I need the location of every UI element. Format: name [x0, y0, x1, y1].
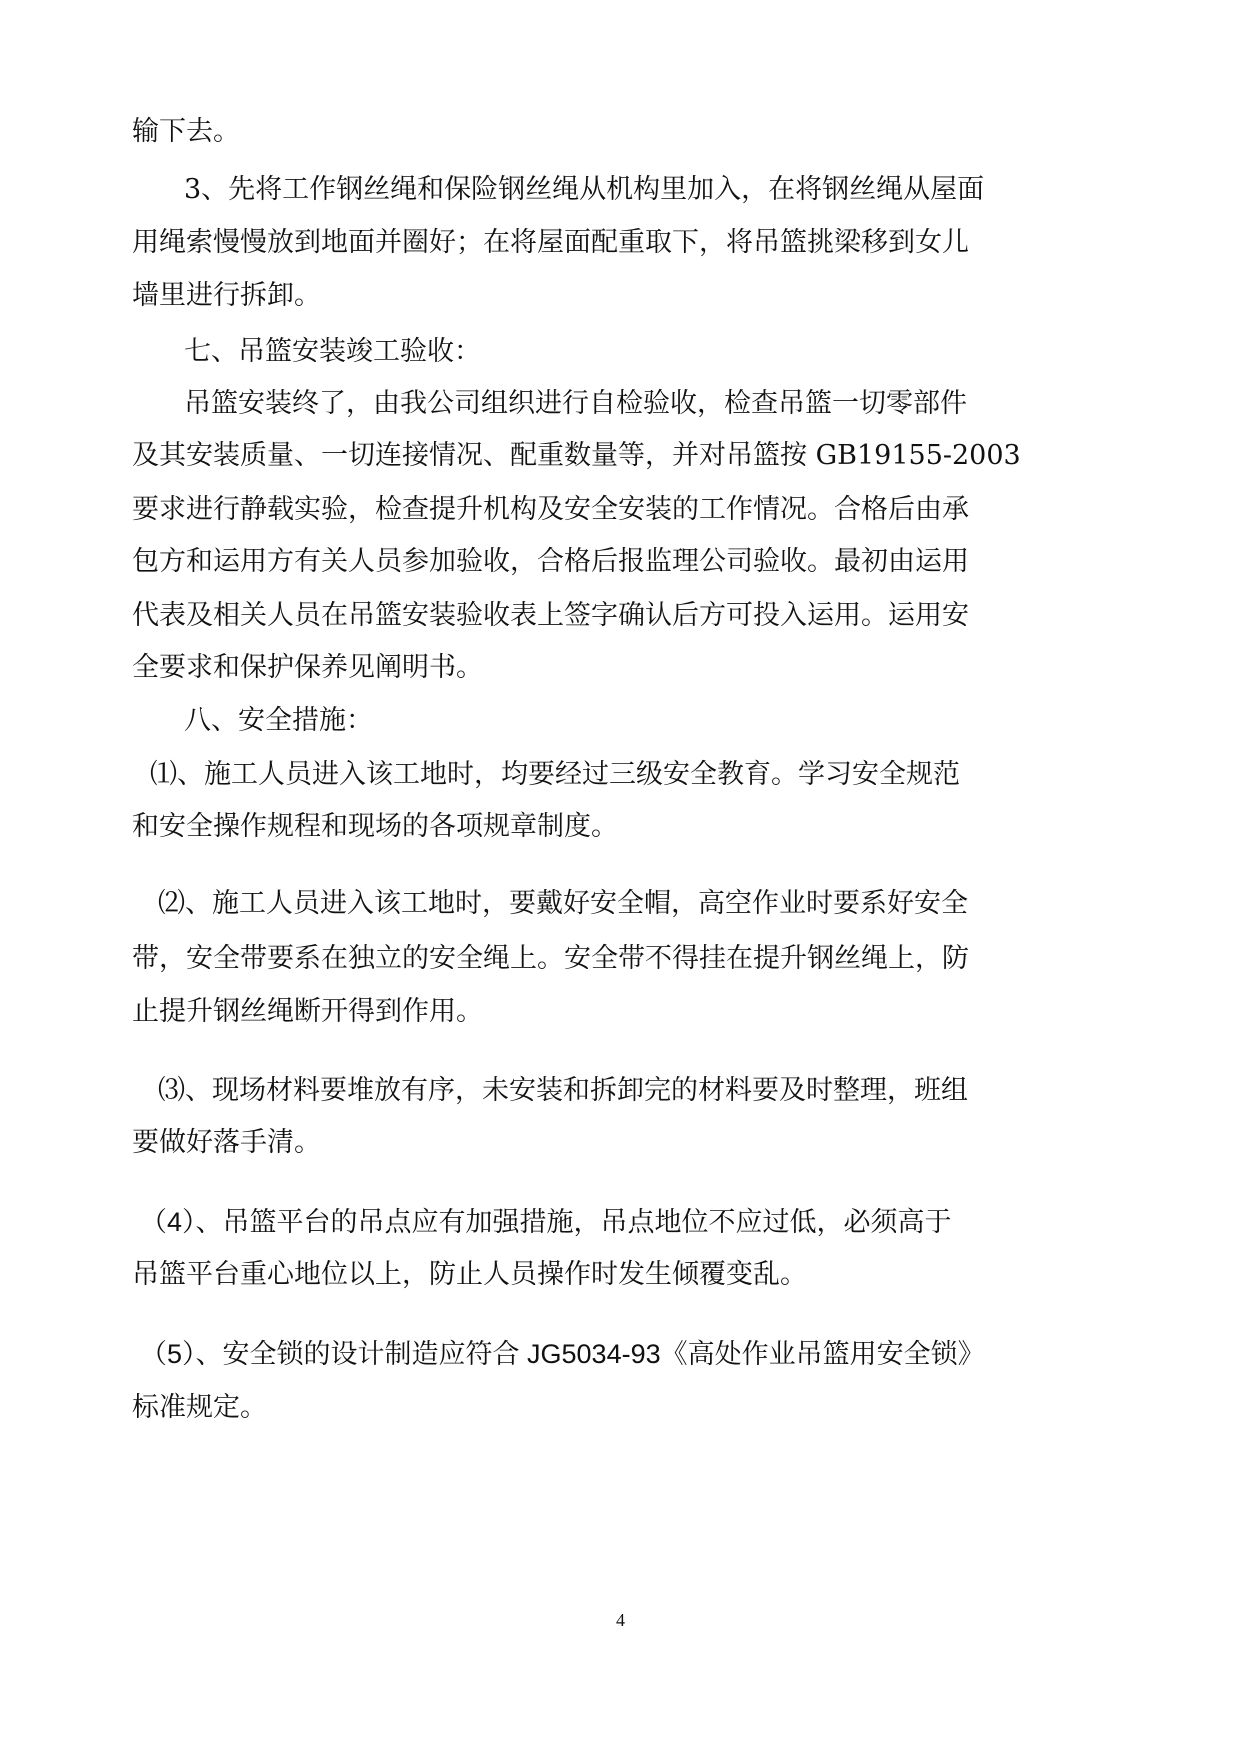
section-heading: 七、吊篮安装竣工验收：	[184, 336, 481, 366]
section-heading: 八、安全措施：	[184, 705, 373, 735]
paragraph-line: 和安全操作规程和现场的各项规章制度。	[132, 811, 618, 842]
list-item-line: ⑴、施工人员进入该工地时，均要经过三级安全教育。学习安全规范	[150, 759, 960, 790]
paragraph-line: 墙里进行拆卸。	[132, 280, 321, 311]
list-item-line: ⑵、施工人员进入该工地时，要戴好安全帽，高空作业时要系好安全	[158, 888, 968, 919]
list-item-line: （4）、吊篮平台的吊点应有加强措施，吊点地位不应过低，必须高于	[140, 1207, 952, 1237]
paragraph-line: 用绳索慢慢放到地面并圈好；在将屋面配重取下，将吊篮挑梁移到女儿	[132, 227, 969, 258]
paragraph-line: 要做好落手清。	[132, 1127, 321, 1158]
paragraph-line: 带，安全带要系在独立的安全绳上。安全带不得挂在提升钢丝绳上，防	[132, 943, 969, 974]
paragraph-line: 3、先将工作钢丝绳和保险钢丝绳从机构里加入，在将钢丝绳从屋面	[184, 174, 985, 205]
paragraph-line: 要求进行静载实验，检查提升机构及安全安装的工作情况。合格后由承	[132, 494, 969, 525]
paragraph-line: 标准规定。	[132, 1392, 267, 1423]
paragraph-line: 吊篮安装终了，由我公司组织进行自检验收，检查吊篮一切零部件	[184, 388, 967, 419]
paragraph-line: 止提升钢丝绳断开得到作用。	[132, 996, 483, 1027]
page-number: 4	[616, 1610, 625, 1630]
paragraph-line: 输下去。	[132, 116, 240, 147]
paragraph-line: 代表及相关人员在吊篮安装验收表上签字确认后方可投入运用。运用安	[132, 600, 969, 631]
paragraph-line: 全要求和保护保养见阐明书。	[132, 652, 483, 683]
list-item-line: （5）、安全锁的设计制造应符合 JG5034-93《高处作业吊篮用安全锁》	[140, 1339, 985, 1369]
paragraph-line: 包方和运用方有关人员参加验收，合格后报监理公司验收。最初由运用	[132, 546, 969, 577]
list-item-line: ⑶、现场材料要堆放有序，未安装和拆卸完的材料要及时整理，班组	[158, 1075, 968, 1106]
paragraph-line: 吊篮平台重心地位以上，防止人员操作时发生倾覆变乱。	[132, 1259, 807, 1290]
paragraph-line: 及其安装质量、一切连接情况、配重数量等，并对吊篮按 GB19155-2003	[132, 440, 1021, 471]
